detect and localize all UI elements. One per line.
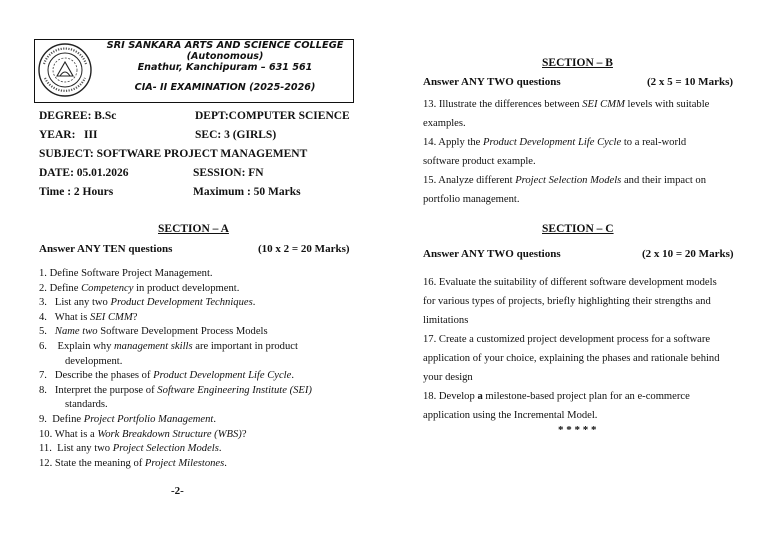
question-line: 15. Analyze different Project Selection Models and their impact on xyxy=(423,175,707,186)
subject: SUBJECT: SOFTWARE PROJECT MANAGEMENT xyxy=(39,148,308,160)
question-line: 11. List any two Project Selection Models. xyxy=(39,443,222,455)
question-line: 9. Define Project Portfolio Management. xyxy=(39,413,217,425)
question-line: 10. What is a Work Breakdown Structure (WBS)? xyxy=(39,428,247,440)
section-b-instruction: Answer ANY TWO questions xyxy=(423,76,561,88)
time-duration: Time : 2 Hours xyxy=(39,186,114,198)
question-line: for various types of projects, briefly highlighting their strengths and xyxy=(423,296,711,307)
degree: DEGREE: B.Sc xyxy=(39,110,117,122)
section-b-marks: (2 x 5 = 10 Marks) xyxy=(647,76,734,88)
section-a-questions xyxy=(39,267,359,471)
question-line: application of your choice, explaining the phases and rationale behind xyxy=(423,353,720,364)
question-line: your design xyxy=(423,372,473,383)
section-c-title: SECTION – C xyxy=(542,223,614,235)
question-line: limitations xyxy=(423,315,469,326)
section-c-instruction: Answer ANY TWO questions xyxy=(423,248,561,260)
maximum-marks: Maximum : 50 Marks xyxy=(193,186,301,198)
question-line: application using the Incremental Model. xyxy=(423,410,598,421)
question-line: 1. Define Software Project Management. xyxy=(39,268,213,279)
question-line: examples. xyxy=(423,118,466,129)
question-line: 5. Name two Software Development Process Models xyxy=(39,326,268,338)
section-b-title: SECTION – B xyxy=(542,57,613,69)
question-line: standards. xyxy=(65,399,108,411)
question-line: 3. List any two Product Development Techniques. xyxy=(39,297,256,309)
exam-title: CIA- II EXAMINATION (2025-2026) xyxy=(134,82,316,93)
question-line: development. xyxy=(65,355,123,367)
session: SESSION: FN xyxy=(193,167,264,179)
question-line: 17. Create a customized project development process for a software xyxy=(423,334,711,345)
end-mark: * * * * * xyxy=(558,424,597,436)
section-c-marks: (2 x 10 = 20 Marks) xyxy=(642,248,734,260)
question-line: 7. Describe the phases of Product Development Life Cycle. xyxy=(39,370,294,382)
section-b-questions xyxy=(423,95,753,209)
question-line: 4. What is SEI CMM? xyxy=(39,311,138,323)
question-line: 14. Apply the Product Development Life Cycle to a real-world xyxy=(423,137,687,148)
question-line: 6. Explain why management skills are important in product xyxy=(39,340,298,352)
exam-date: DATE: 05.01.2026 xyxy=(39,167,129,179)
page-number: -2- xyxy=(171,485,184,497)
question-line: 2. Define Competency in product development. xyxy=(39,282,240,294)
question-line: 13. Illustrate the differences between SEI CMM levels with suitable xyxy=(423,99,710,110)
department: DEPT:COMPUTER SCIENCE xyxy=(195,110,350,122)
year-value: III xyxy=(84,129,98,141)
college-name: SRI SANKARA ARTS AND SCIENCE COLLEGE xyxy=(106,40,344,51)
question-line: portfolio management. xyxy=(423,194,520,205)
year-label: YEAR: xyxy=(39,129,76,141)
question-line: 18. Develop a milestone-based project plan for an e-commerce xyxy=(423,391,690,402)
question-line: 16. Evaluate the suitability of different software development models xyxy=(423,277,717,288)
question-line: 8. Interpret the purpose of Software Engineering Institute (SEI) xyxy=(39,384,312,396)
college-address: Enathur, Kanchipuram – 631 561 xyxy=(137,62,313,73)
question-line: software product example. xyxy=(423,156,536,167)
autonomous-label: (Autonomous) xyxy=(186,51,264,62)
college-seal-icon xyxy=(37,42,93,98)
section-class: SEC: 3 (GIRLS) xyxy=(195,129,277,141)
question-line: 12. State the meaning of Project Milestones. xyxy=(39,457,227,469)
section-a-instruction: Answer ANY TEN questions xyxy=(39,243,173,255)
section-a-title: SECTION – A xyxy=(158,223,229,235)
section-c-questions xyxy=(423,273,753,425)
section-a-marks: (10 x 2 = 20 Marks) xyxy=(258,243,350,255)
